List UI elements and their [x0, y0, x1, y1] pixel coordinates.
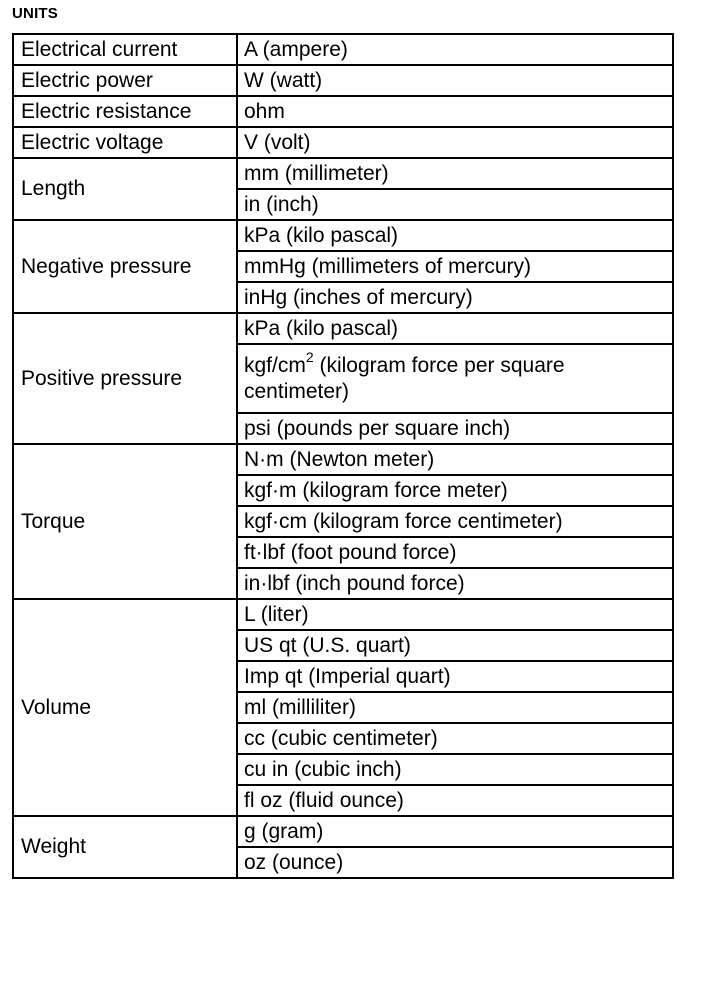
unit-cell: oz (ounce): [237, 847, 673, 878]
unit-exponent: 2: [305, 348, 314, 365]
quantity-cell: Weight: [13, 816, 237, 878]
quantity-cell: Electric voltage: [13, 127, 237, 158]
quantity-cell: Electric power: [13, 65, 237, 96]
unit-cell: fl oz (fluid ounce): [237, 785, 673, 816]
table-row: [13, 313, 673, 344]
unit-cell: psi (pounds per square inch): [237, 413, 673, 444]
table-row: [13, 816, 673, 847]
unit-cell: mmHg (millimeters of mercury): [237, 251, 673, 282]
table-row: [13, 599, 673, 630]
quantity-cell: Negative pressure: [13, 220, 237, 313]
unit-cell: ft·lbf (foot pound force): [237, 537, 673, 568]
table-row: [13, 127, 673, 158]
quantity-cell: Electrical current: [13, 34, 237, 65]
table-row: [13, 220, 673, 251]
table-row: [13, 158, 673, 189]
quantity-cell: Electric resistance: [13, 96, 237, 127]
unit-cell: in (inch): [237, 189, 673, 220]
unit-cell: kgf·cm (kilogram force centimeter): [237, 506, 673, 537]
quantity-cell: Positive pressure: [13, 313, 237, 444]
unit-cell: g (gram): [237, 816, 673, 847]
unit-cell: L (liter): [237, 599, 673, 630]
table-row: [13, 444, 673, 475]
unit-cell: inHg (inches of mercury): [237, 282, 673, 313]
unit-cell: ml (milliliter): [237, 692, 673, 723]
unit-cell: V (volt): [237, 127, 673, 158]
unit-description: (kilogram force per square centimeter): [244, 353, 565, 403]
unit-cell: cc (cubic centimeter): [237, 723, 673, 754]
unit-cell: Imp qt (Imperial quart): [237, 661, 673, 692]
unit-cell: mm (millimeter): [237, 158, 673, 189]
quantity-cell: Length: [13, 158, 237, 220]
table-row: [13, 96, 673, 127]
units-table: [12, 33, 674, 879]
unit-cell: US qt (U.S. quart): [237, 630, 673, 661]
unit-cell: kPa (kilo pascal): [237, 313, 673, 344]
unit-cell: kPa (kilo pascal): [237, 220, 673, 251]
quantity-cell: Torque: [13, 444, 237, 599]
table-row: [13, 34, 673, 65]
unit-cell: ohm: [237, 96, 673, 127]
page-title: UNITS: [12, 5, 58, 22]
unit-cell: cu in (cubic inch): [237, 754, 673, 785]
unit-cell: A (ampere): [237, 34, 673, 65]
unit-cell: kgf·m (kilogram force meter): [237, 475, 673, 506]
quantity-cell: Volume: [13, 599, 237, 816]
unit-cell: [237, 344, 673, 413]
unit-cell: W (watt): [237, 65, 673, 96]
units-table-body: [13, 34, 673, 878]
unit-symbol: kgf/cm: [244, 353, 306, 377]
unit-cell: N·m (Newton meter): [237, 444, 673, 475]
table-row: [13, 65, 673, 96]
unit-cell: in·lbf (inch pound force): [237, 568, 673, 599]
